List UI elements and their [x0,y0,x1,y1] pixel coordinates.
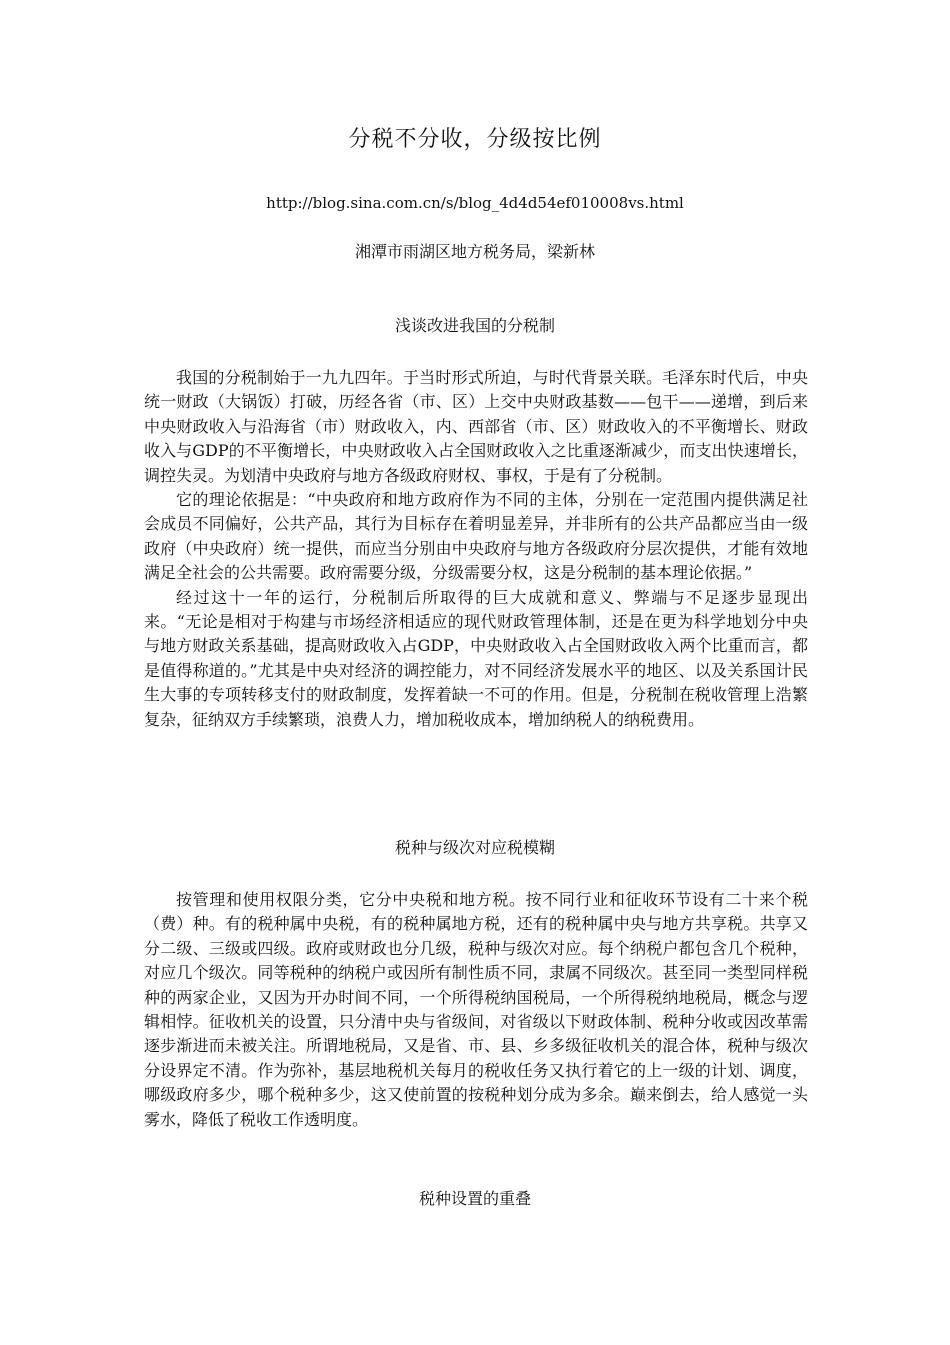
paragraph: 它的理论依据是：“中央政府和地方政府作为不同的主体，分别在一定范围内提供满足社会成员不同偏好，公共产品，其行为目标存在着明显差异，并非所有的公共产品都应当由一级政府（中央政府）统一提供，而应当分别由中央政府与地方各级政府分层次提供，才能有效地满足全社会的公共需要。政府需要分级，分级需要分权，这是分税制的基本理论依据。” [144,490,808,583]
section-heading-1: 浅谈改进我国的分税制 [394,316,555,335]
document-title: 分税不分收，分级按比例 [348,127,602,152]
section-body-2 [144,888,808,1132]
section-body-1 [144,366,808,732]
paragraph: 我国的分税制始于一九九四年。于当时形式所迫，与时代背景关联。毛泽东时代后，中央统一财政（大锅饭）打破，历经各省（市、区）上交中央财政基数——包干——递增，到后来中央财政收入与沿海省（市）财政收入，内、西部省（市、区）财政收入的不平衡增长、财政收入与GDP的不平衡增长，中央财政收入占全国财政收入之比重逐渐减少，而支出快速增长，调控失灵。为划清中央政府与地方各级政府财权、事权，于是有了分税制。 [144,368,808,485]
section-heading-3: 税种设置的重叠 [418,1189,531,1208]
section-heading-2: 税种与级次对应税模糊 [394,838,555,857]
paragraph: 按管理和使用权限分类，它分中央税和地方税。按不同行业和征收环节设有二十来个税（费）种。有的税种属中央税，有的税种属地方税，还有的税种属中央与地方共享税。共享又分二级、三级或四级。政府或财政也分几级，税种与级次对应。每个纳税户都包含几个税种，对应几个级次。同等税种的纳税户或因所有制性质不同，隶属不同级次。甚至同一类型同样税种的两家企业，又因为开办时间不同，一个所得税纳国税局，一个所得税纳地税局，概念与逻辑相悖。征收机关的设置，只分清中央与省级间，对省级以下财政体制、税种分收或因改革需逐步渐进而未被关注。所谓地税局，又是省、市、县、乡多级征收机关的混合体，税种与级次分设界定不清。作为弥补，基层地税机关每月的税收任务又执行着它的上一级的计划、调度，哪级政府多少，哪个税种多少，这又使前置的按税种划分成为多余。巅来倒去，给人感觉一头雾水，降低了税收工作透明度。 [144,890,808,1129]
author-line: 湘潭市雨湖区地方税务局，梁新林 [354,242,595,261]
source-url: http://blog.sina.com.cn/s/blog_4d4d54ef010008vs.html [266,194,684,212]
paragraph: 经过这十一年的运行，分税制后所取得的巨大成就和意义、弊端与不足逐步显现出来。“无论是相对于构建与市场经济相适应的现代财政管理体制，还是在更为科学地划分中央与地方财政关系基础，提高财政收入占GDP，中央财政收入占全国财政收入两个比重而言，都是值得称道的。”尤其是中央对经济的调控能力，对不同经济发展水平的地区、以及关系国计民生大事的专项转移支付的财政制度，发挥着缺一不可的作用。但是，分税制在税收管理上浩繁复杂，征纳双方手续繁琐，浪费人力，增加税收成本，增加纳税人的纳税费用。 [144,587,808,729]
